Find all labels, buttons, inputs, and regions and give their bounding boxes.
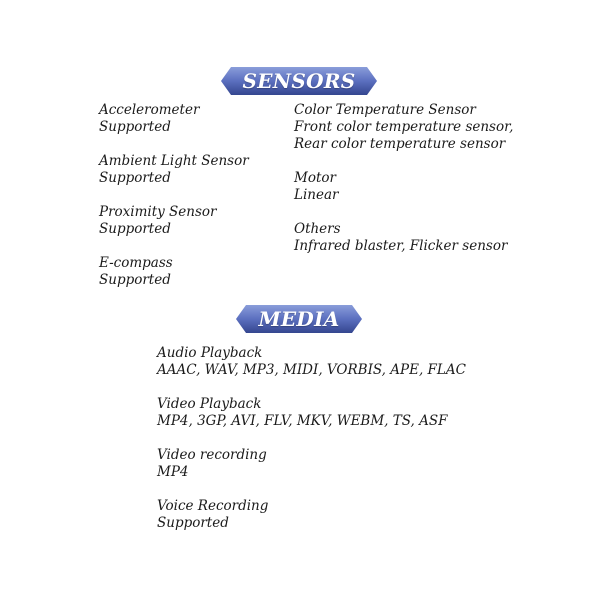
sensor-value: Linear [294,187,339,203]
sensor-label: Motor [294,170,336,186]
media-value: AAAC, WAV, MP3, MIDI, VORBIS, APE, FLAC [157,362,466,378]
sensor-label: Others [294,221,341,237]
media-value: MP4, 3GP, AVI, FLV, MKV, WEBM, TS, ASF [157,413,448,429]
media-value: Supported [157,515,229,531]
sensors-title: SENSORS [242,69,356,93]
sensor-item-ambient-light [99,153,249,187]
sensors-section-banner [221,67,377,95]
sensor-item-others [294,221,507,255]
media-label: Video recording [157,447,267,463]
sensor-item-motor [294,170,338,204]
sensor-item-color-temperature [294,102,513,153]
sensor-item-ecompass [99,255,173,289]
media-label: Audio Playback [157,345,263,361]
sensor-value: Supported [99,272,171,288]
media-item-video-recording [157,447,267,481]
media-value: MP4 [157,464,189,480]
sensor-item-accelerometer [99,102,199,136]
sensor-value: Infrared blaster, Flicker sensor [294,238,508,254]
media-label: Voice Recording [157,498,269,514]
media-label: Video Playback [157,396,262,412]
media-item-voice-recording [157,498,268,532]
media-section-banner [236,305,362,333]
sensor-label: Proximity Sensor [99,204,217,220]
sensor-label: Ambient Light Sensor [99,153,249,169]
media-item-video-playback [157,396,447,430]
sensor-value: Front color temperature sensor, [294,119,514,135]
sensor-value: Supported [99,221,171,237]
media-item-audio-playback [157,345,466,379]
sensor-value: Supported [99,170,171,186]
media-title: MEDIA [258,307,340,331]
sensor-value: Rear color temperature sensor [294,136,506,152]
sensor-value: Supported [99,119,171,135]
sensor-item-proximity [99,204,217,238]
sensor-label: E-compass [99,255,173,271]
sensor-label: Color Temperature Sensor [294,102,476,118]
sensor-label: Accelerometer [99,102,200,118]
